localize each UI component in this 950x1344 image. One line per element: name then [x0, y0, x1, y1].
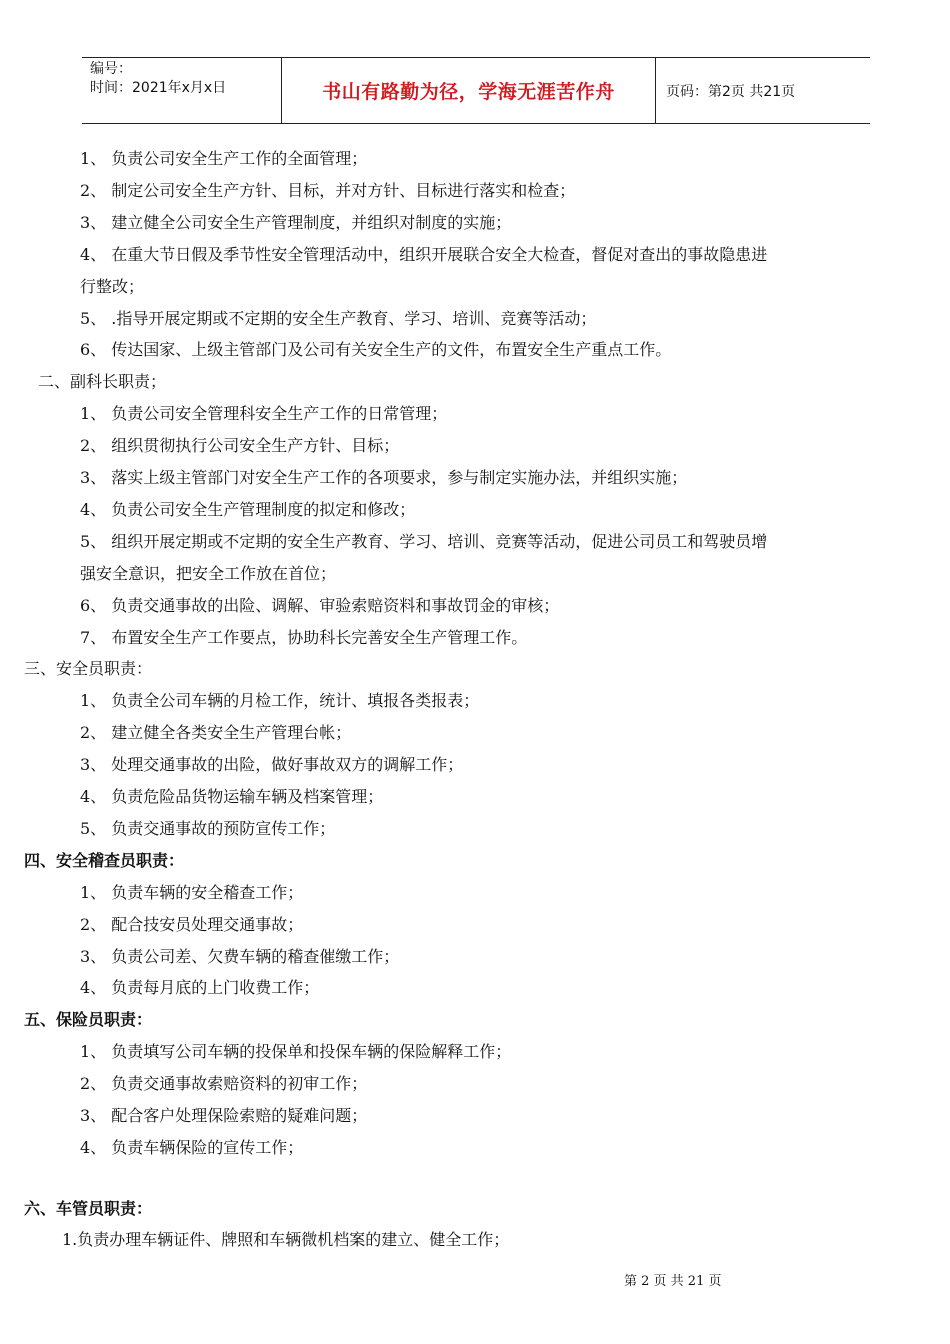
list-item: 2、 组织贯彻执行公司安全生产方针、目标； — [80, 436, 400, 456]
list-item: 2、 配合技安员处理交通事故； — [80, 914, 304, 934]
list-item: 2、 建立健全各类安全生产管理台帐； — [80, 723, 352, 743]
page-footer: 第 2 页 共 21 页 — [624, 1274, 722, 1289]
list-item: 5、 负责交通事故的预防宣传工作； — [80, 818, 336, 838]
list-item: 6、 负责交通事故的出险、调解、审验索赔资料和事故罚金的审核； — [80, 595, 560, 615]
list-item: 1、 负责填写公司车辆的投保单和投保车辆的保险解释工作； — [80, 1042, 512, 1062]
header-meta — [82, 58, 281, 123]
header-motto: 书山有路勤为径，学海无涯苦作舟 — [281, 58, 656, 123]
page-header — [82, 57, 870, 124]
list-item: 3、 落实上级主管部门对安全生产工作的各项要求，参与制定实施办法，并组织实施； — [80, 468, 688, 487]
section-heading: 五、保险员职责： — [24, 1010, 153, 1030]
list-item: 6、 传达国家、上级主管部门及公司有关安全生产的文件，布置安全生产重点工作。 — [80, 340, 672, 360]
list-item: 1、 负责公司安全管理科安全生产工作的日常管理； — [80, 404, 448, 424]
document-time: 时间：2021年x月x日 — [90, 80, 227, 96]
list-item: 3、 建立健全公司安全生产管理制度，并组织对制度的实施； — [80, 212, 512, 232]
header-page-info: 页码：第2页 共21页 — [666, 83, 796, 100]
list-item: 1、 负责车辆的安全稽查工作； — [80, 882, 304, 902]
list-item: 4、 负责危险品货物运输车辆及档案管理； — [80, 787, 384, 806]
list-item: 5、 组织开展定期或不定期的安全生产教育、学习、培训、竞赛等活动，促进公司员工和驾驶员增 — [80, 531, 768, 551]
list-item-continuation: 强安全意识，把安全工作放在首位； — [80, 563, 337, 583]
list-item: 2、 制定公司安全生产方针、目标，并对方针、目标进行落实和检查； — [80, 180, 576, 200]
section-heading: 六、车管员职责： — [24, 1198, 153, 1218]
list-item: 7、 布置安全生产工作要点，协助科长完善安全生产管理工作。 — [80, 627, 528, 647]
list-item: 3、 负责公司差、欠费车辆的稽查催缴工作； — [80, 946, 400, 966]
section-heading: 三、安全员职责： — [24, 659, 153, 679]
list-item: 1、 负责公司安全生产工作的全面管理； — [80, 149, 368, 168]
list-item: 3、 配合客户处理保险索赔的疑难问题； — [80, 1106, 368, 1125]
list-item: 4、 负责公司安全生产管理制度的拟定和修改； — [80, 499, 416, 519]
section-heading: 四、安全稽查员职责： — [24, 850, 185, 870]
list-item: 5、 .指导开展定期或不定期的安全生产教育、学习、培训、竞赛等活动； — [80, 308, 597, 328]
document-number-label: 编号： — [90, 61, 132, 77]
section-heading: 二、副科长职责； — [38, 372, 167, 392]
list-item: 4、 负责车辆保险的宣传工作； — [80, 1137, 304, 1157]
list-item: 4、 在重大节日假及季节性安全管理活动中，组织开展联合安全大检查，督促对查出的事故隐患进 — [80, 244, 768, 264]
list-item-continuation: 行整改； — [80, 276, 145, 296]
list-item: 1、 负责全公司车辆的月检工作，统计、填报各类报表； — [80, 691, 480, 711]
list-item: 1.负责办理车辆证件、牌照和车辆微机档案的建立、健全工作； — [62, 1230, 510, 1250]
list-item: 4、 负责每月底的上门收费工作； — [80, 978, 320, 998]
list-item: 3、 处理交通事故的出险，做好事故双方的调解工作； — [80, 755, 464, 775]
list-item: 2、 负责交通事故索赔资料的初审工作； — [80, 1074, 368, 1094]
